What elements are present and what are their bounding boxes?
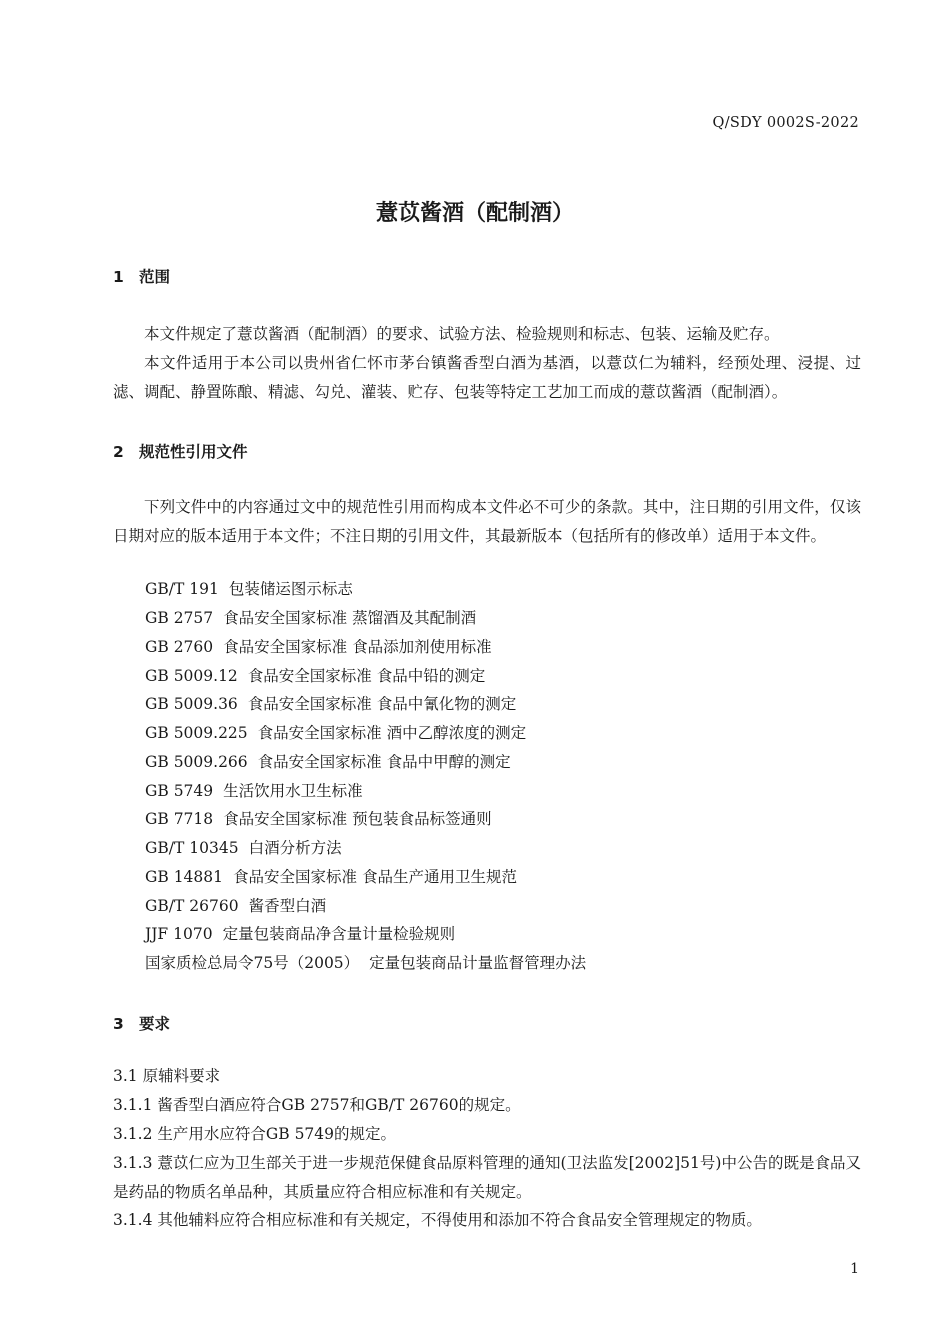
reference-item: GB 2760 食品安全国家标准 食品添加剂使用标准 xyxy=(145,638,492,656)
scope-paragraph-2: 本文件适用于本公司以贵州省仁怀市茅台镇酱香型白酒为基酒，以薏苡仁为辅料，经预处理、浸提、过滤、调配、静置陈酿、精滤、勾兑、灌装、贮存、包装等特定工艺加工而成的薏苡酱酒（配制酒）。 xyxy=(113,354,861,401)
section-title: 要求 xyxy=(139,1015,171,1033)
section-2-heading xyxy=(113,440,248,462)
scope-paragraph-1: 本文件规定了薏苡酱酒（配制酒）的要求、试验方法、检验规则和标志、包装、运输及贮存。 xyxy=(144,325,780,343)
reference-item: GB 5009.266 食品安全国家标准 食品中甲醇的测定 xyxy=(145,753,511,771)
reference-item: 国家质检总局令75号（2005） 定量包装商品计量监督管理办法 xyxy=(145,954,587,972)
document-number: Q/SDY 0002S-2022 xyxy=(712,115,859,131)
requirement-line: 3.1.4 其他辅料应符合相应标准和有关规定，不得使用和添加不符合食品安全管理规定的物质。 xyxy=(113,1211,762,1229)
reference-item: GB 5009.36 食品安全国家标准 食品中氰化物的测定 xyxy=(145,695,517,713)
reference-item: GB 5009.12 食品安全国家标准 食品中铅的测定 xyxy=(145,667,486,685)
reference-item: GB/T 26760 酱香型白酒 xyxy=(145,897,327,915)
reference-item: GB/T 10345 白酒分析方法 xyxy=(145,839,342,857)
requirement-line: 3.1.1 酱香型白酒应符合GB 2757和GB/T 26760的规定。 xyxy=(113,1096,521,1114)
reference-item: GB/T 191 包装储运图示标志 xyxy=(145,580,353,598)
section-title: 范围 xyxy=(139,268,171,286)
reference-item: GB 14881 食品安全国家标准 食品生产通用卫生规范 xyxy=(145,868,517,886)
reference-item: GB 5749 生活饮用水卫生标准 xyxy=(145,782,363,800)
requirement-line: 3.1.3 薏苡仁应为卫生部关于进一步规范保健食品原料管理的通知(卫法监发[2002]51号)中公告的既是食品又是药品的物质名单品种，其质量应符合相应标准和有关规定。 xyxy=(113,1154,861,1201)
requirement-line: 3.1 原辅料要求 xyxy=(113,1067,221,1085)
section-number: 3 xyxy=(113,1015,124,1033)
section-1-heading xyxy=(113,265,170,287)
section-title: 规范性引用文件 xyxy=(139,443,248,461)
document-title: 薏苡酱酒（配制酒） xyxy=(375,201,574,226)
section-3-heading xyxy=(113,1012,170,1034)
page-number: 1 xyxy=(850,1261,859,1277)
section-number: 2 xyxy=(113,443,124,461)
section-number: 1 xyxy=(113,268,124,286)
reference-item: JJF 1070 定量包装商品净含量计量检验规则 xyxy=(145,925,456,943)
references-intro: 下列文件中的内容通过文中的规范性引用而构成本文件必不可少的条款。其中，注日期的引用文件，仅该日期对应的版本适用于本文件；不注日期的引用文件，其最新版本（包括所有的修改单）适用于本文件。 xyxy=(113,498,861,545)
reference-item: GB 5009.225 食品安全国家标准 酒中乙醇浓度的测定 xyxy=(145,724,527,742)
requirement-line: 3.1.2 生产用水应符合GB 5749的规定。 xyxy=(113,1125,397,1143)
reference-item: GB 7718 食品安全国家标准 预包装食品标签通则 xyxy=(145,810,492,828)
reference-item: GB 2757 食品安全国家标准 蒸馏酒及其配制酒 xyxy=(145,609,477,627)
